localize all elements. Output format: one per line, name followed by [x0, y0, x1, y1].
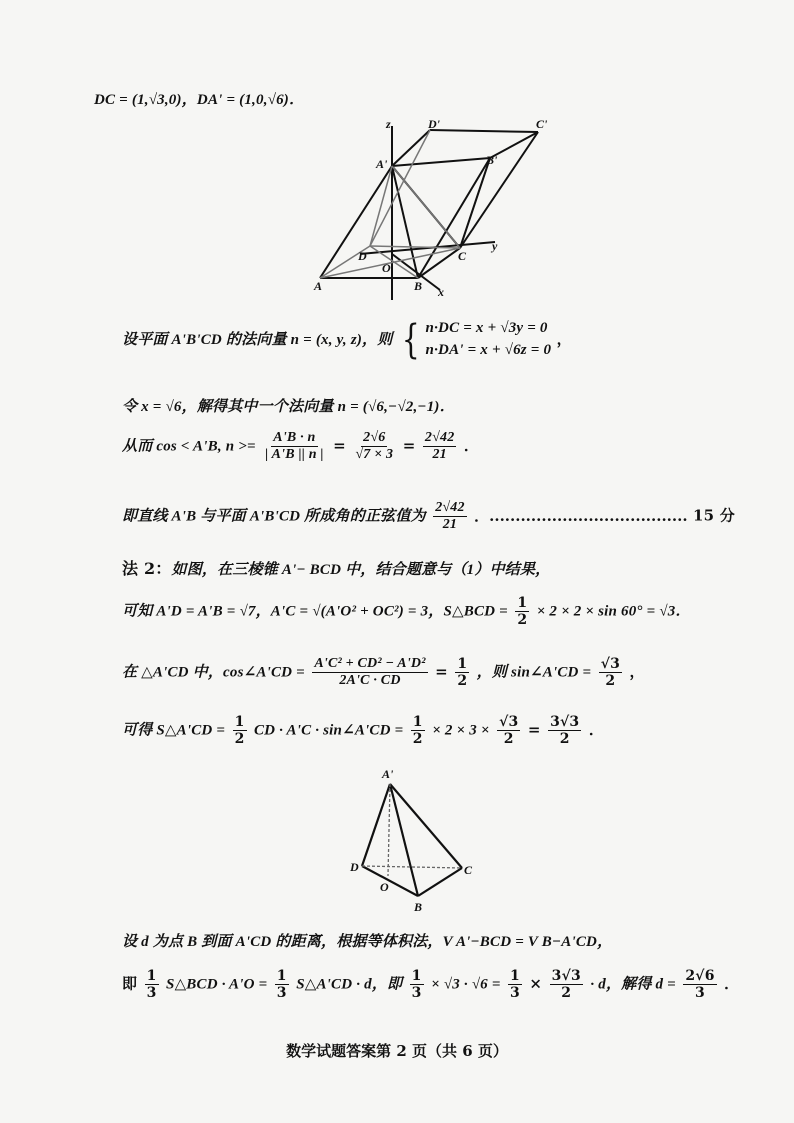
label2-o: O	[380, 880, 389, 894]
label-a-prime: A'	[376, 157, 388, 171]
equal-volume-setup: 设 d 为点 B 到面 A'CD 的距离，根据等体积法，V A'−BCD = V B−A'CD，	[122, 934, 613, 950]
score-label: 15 分	[693, 506, 735, 525]
label2-c: C	[464, 863, 473, 877]
normal-vector-system: 设平面 A'B'CD 的法向量 n = (x, y, z)，则 { n·DC = x + √3y = 0 n·DA' = x + √6z = 0 ，	[122, 316, 572, 363]
cosine-law: 在 △A'CD 中，cos∠A'CD = $\frac{\text{A'C² + CD² − A'D²}}{2A'C \cdot CD}$ = $\frac{1}{2}$ ，则 sin∠A'CD = $\frac{√3}{2}$ ，	[122, 656, 645, 690]
label-d-prime: D'	[428, 118, 440, 131]
label2-b: B	[414, 900, 423, 913]
label-d: D	[358, 249, 367, 263]
parallelepiped-figure	[300, 118, 570, 303]
cosine-computation: 从而 cos < A'B, n >= $\frac{A'B \cdot n}{| A'B || n |}$ = $\frac{2√6}{√7 \times 3}$ = $\frac{2√42}{21}$ ．	[122, 430, 480, 463]
normal-vector-solution: 令 x = √6，解得其中一个法向量 n = (√6,−√2,−1)．	[122, 399, 455, 415]
sine-result: 即直线 A'B 与平面 A'B'CD 所成角的正弦值为 $\frac{2√42}{21}$ ．...................................... 15 分	[122, 500, 735, 533]
label-c-prime: C'	[536, 118, 548, 131]
label-z: z	[386, 118, 391, 131]
label2-d: D	[350, 860, 359, 874]
label-b: B	[414, 279, 423, 293]
label-a: A	[314, 279, 323, 293]
label-o: O	[382, 261, 391, 275]
vector-definitions: DC = (1,√3,0)，DA' = (1,0,√6)．	[94, 92, 305, 108]
label-x: x	[438, 285, 444, 299]
page-footer: 数学试题答案第 2 页（共 6 页）	[286, 1042, 508, 1060]
tetrahedron-figure	[340, 768, 480, 913]
label-y: y	[492, 239, 498, 253]
label-b-prime: B'	[486, 153, 498, 167]
method-2-heading: 法 2：如图，在三棱锥 A'− BCD 中，结合题意与（1）中结果，	[122, 559, 551, 578]
label-c: C	[458, 249, 467, 263]
distance-solution: 即 $\frac{1}{3}$ S△BCD · A'O = $\frac{1}{3}$ S△A'CD · d，即 $\frac{1}{3}$ × √3 · √6 = $\frac{1}{3}$ × $\frac{3√3}{2}$ · d，解得 d = $\frac{2√6}{3}$ ．	[122, 968, 740, 1002]
lengths-and-area: 可知 A'D = A'B = √7，A'C = √(A'O² + OC²) = 3，S△BCD = $\frac{1}{2}$ × 2 × 2 × sin 60° = √3．	[122, 595, 691, 629]
label2-a-prime: A'	[382, 768, 394, 781]
triangle-area: 可得 S△A'CD = $\frac{1}{2}$ CD · A'C · sin∠A'CD = $\frac{1}{2}$ × 2 × 3 × $\frac{√3}{2}$ = $\frac{3√3}{2}$ ．	[122, 714, 605, 748]
